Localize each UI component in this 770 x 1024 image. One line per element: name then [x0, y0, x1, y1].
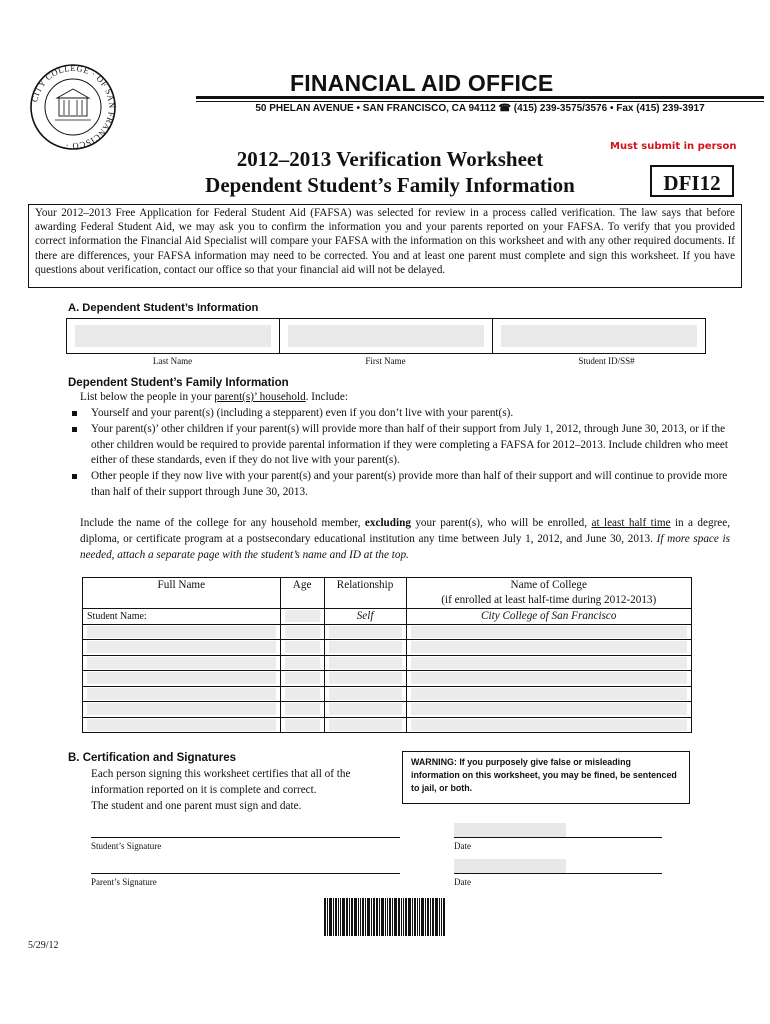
- name-field[interactable]: [87, 719, 276, 731]
- age-field[interactable]: [285, 703, 320, 715]
- name-cell[interactable]: [83, 655, 281, 671]
- relationship-cell[interactable]: [324, 702, 406, 718]
- college-mid: your parent(s), who will be enrolled,: [410, 517, 592, 529]
- revision-date: 5/29/12: [28, 940, 59, 951]
- college-cell[interactable]: [406, 655, 691, 671]
- certification-text: [91, 766, 401, 814]
- relationship-field[interactable]: [329, 672, 402, 684]
- name-cell[interactable]: [83, 702, 281, 718]
- age-cell[interactable]: [280, 671, 324, 687]
- name-cell[interactable]: [83, 717, 281, 733]
- student-date-field[interactable]: [454, 823, 566, 837]
- bullet-square-icon: [72, 427, 77, 432]
- cert-line: Each person signing this worksheet certifies that all of the: [91, 768, 351, 780]
- office-address: 50 PHELAN AVENUE • SAN FRANCISCO, CA 94112 ☎ (415) 239-3575/3576 • Fax (415) 239-3917: [255, 103, 705, 114]
- name-cell[interactable]: [83, 624, 281, 640]
- college-field[interactable]: [411, 657, 687, 669]
- household-table: [82, 577, 692, 733]
- name-field[interactable]: [87, 672, 276, 684]
- college-cell[interactable]: [406, 686, 691, 702]
- college-cell[interactable]: [406, 717, 691, 733]
- list-item: [66, 469, 730, 501]
- bullet-text: Other people if they now live with your parent(s) and your parent(s) provide more than half of their support and will continue to provide more than half of their support through June 30, 2013.: [91, 470, 728, 498]
- student-info-table: [66, 318, 706, 354]
- student-signature-label: Student’s Signature: [91, 841, 162, 851]
- relationship-field[interactable]: [329, 641, 402, 653]
- age-field[interactable]: [285, 688, 320, 700]
- student-id-cell[interactable]: [493, 319, 705, 353]
- college-italic: If more space is needed, attach a separate page with the student’s name and ID at the top.: [80, 533, 730, 561]
- last-name-label: Last Name: [152, 356, 193, 366]
- section-a-heading: A. Dependent Student’s Information: [68, 302, 259, 314]
- college-cell[interactable]: [406, 640, 691, 656]
- bullet-text: Your parent(s)’ other children if your parent(s) will provide more than half of their support from July 1, 2012, through June 30, 2013, or if the other children would be required to provide parental information if they were completing a FAFSA for 2012–2013. Include children who meet either of these standards, even if they do not live with your parent(s).: [91, 422, 728, 467]
- college-field[interactable]: [411, 626, 687, 638]
- table-row: [83, 609, 692, 625]
- name-field[interactable]: [87, 626, 276, 638]
- parent-date-label: Date: [454, 877, 471, 887]
- table-row: [83, 671, 692, 687]
- relationship-cell[interactable]: [324, 640, 406, 656]
- age-field[interactable]: [285, 719, 320, 731]
- parent-signature-line[interactable]: [91, 873, 400, 874]
- worksheet-title: [160, 146, 620, 198]
- office-title: FINANCIAL AID OFFICE: [290, 70, 554, 96]
- table-row: [83, 702, 692, 718]
- college-field[interactable]: [411, 719, 687, 731]
- last-name-cell[interactable]: [67, 319, 280, 353]
- age-cell[interactable]: [280, 702, 324, 718]
- table-row: [83, 624, 692, 640]
- relationship-cell[interactable]: [324, 655, 406, 671]
- list-item: [66, 406, 730, 422]
- college-bold: excluding: [364, 517, 411, 529]
- list-intro-post: . Include:: [305, 391, 348, 403]
- college-post: in a degree, diploma, or certificate program at a postsecondary educational institution any time between July 1, 2012, and June 30, 2013.: [80, 517, 731, 545]
- age-cell[interactable]: [280, 717, 324, 733]
- age-field[interactable]: [285, 672, 320, 684]
- first-name-field[interactable]: [288, 325, 483, 347]
- must-submit-notice: Must submit in person: [610, 141, 737, 152]
- college-instructions: [80, 515, 730, 563]
- college-pre: Include the name of the college for any household member,: [80, 517, 365, 529]
- first-name-label: First Name: [365, 356, 406, 366]
- warning-box: WARNING: If you purposely give false or misleading information on this worksheet, you may be fined, be sentenced to jail, or both.: [402, 751, 690, 804]
- student-id-field[interactable]: [501, 325, 696, 347]
- barcode-image: [324, 898, 464, 936]
- student-id-label: Student ID/SS#: [578, 356, 635, 366]
- relationship-cell[interactable]: [324, 717, 406, 733]
- list-intro-underlined: parent(s)’ household: [214, 391, 306, 403]
- form-code-box: DFI12: [650, 165, 734, 197]
- relationship-field[interactable]: [329, 703, 402, 715]
- bullet-square-icon: [72, 411, 77, 416]
- parent-date-field[interactable]: [454, 859, 566, 873]
- relationship-field[interactable]: [329, 688, 402, 700]
- full-name-header: Full Name: [83, 578, 281, 609]
- age-cell[interactable]: [280, 640, 324, 656]
- relationship-field[interactable]: [329, 626, 402, 638]
- age-cell[interactable]: [280, 655, 324, 671]
- student-name-label[interactable]: Student Name:: [83, 609, 281, 625]
- age-cell[interactable]: [280, 609, 324, 625]
- inclusion-bullets: [66, 406, 730, 501]
- bullet-text: Yourself and your parent(s) (including a stepparent) even if you don’t live with your parent(s).: [91, 407, 514, 419]
- household-list-intro: [80, 391, 348, 403]
- name-cell[interactable]: [83, 671, 281, 687]
- student-signature-line[interactable]: [91, 837, 400, 838]
- bullet-square-icon: [72, 474, 77, 479]
- age-field[interactable]: [285, 657, 320, 669]
- name-field[interactable]: [87, 703, 276, 715]
- age-header: Age: [280, 578, 324, 609]
- list-intro-pre: List below the people in your: [80, 391, 215, 403]
- relationship-cell[interactable]: [324, 686, 406, 702]
- title-line-2: Dependent Student’s Family Information: [205, 173, 575, 197]
- name-field[interactable]: [87, 641, 276, 653]
- college-header: [406, 578, 691, 609]
- table-row: [83, 640, 692, 656]
- college-header-line1: Name of College: [510, 579, 587, 591]
- name-field[interactable]: [87, 657, 276, 669]
- first-name-cell[interactable]: [280, 319, 493, 353]
- parent-date-line: [454, 873, 662, 874]
- college-field[interactable]: [411, 641, 687, 653]
- section-b-heading: B. Certification and Signatures: [68, 752, 237, 764]
- name-field[interactable]: [87, 688, 276, 700]
- parent-signature-label: Parent’s Signature: [91, 877, 157, 887]
- relationship-header: Relationship: [324, 578, 406, 609]
- intro-paragraph: Your 2012–2013 Free Application for Federal Student Aid (FAFSA) was selected for review in a process called verification. The law says that before awarding Federal Student Aid, we may ask you to confirm the information you and your parents reported on your FAFSA. To verify that you provided correct information the Financial Aid Specialist will compare your FAFSA with the information on this worksheet and with any other required documents. If there are differences, your FAFSA information may need to be corrected. You and at least one parent must complete and sign this worksheet. If you have questions about verification, contact our office so that your financial aid will not be delayed.: [28, 204, 742, 288]
- student-date-line: [454, 837, 662, 838]
- family-info-heading: Dependent Student’s Family Information: [68, 377, 289, 389]
- relationship-cell[interactable]: [324, 624, 406, 640]
- student-date-label: Date: [454, 841, 471, 851]
- name-cell[interactable]: [83, 640, 281, 656]
- college-field[interactable]: [411, 688, 687, 700]
- age-cell[interactable]: [280, 624, 324, 640]
- college-cell[interactable]: [406, 702, 691, 718]
- college-seal-logo: [28, 62, 118, 152]
- last-name-field[interactable]: [75, 325, 270, 347]
- relationship-cell[interactable]: [324, 671, 406, 687]
- college-cell[interactable]: [406, 624, 691, 640]
- relationship-field[interactable]: [329, 719, 402, 731]
- table-row: [83, 655, 692, 671]
- cert-line: The student and one parent must sign and date.: [91, 800, 302, 812]
- age-cell[interactable]: [280, 686, 324, 702]
- age-field[interactable]: [285, 641, 320, 653]
- table-row: [83, 686, 692, 702]
- header-rule: [196, 96, 764, 99]
- college-underlined: at least half time: [591, 517, 671, 529]
- relationship-field[interactable]: [329, 657, 402, 669]
- age-field[interactable]: [285, 626, 320, 638]
- header-rule-thin: [196, 101, 764, 102]
- cert-line: information reported on it is complete and correct.: [91, 784, 317, 796]
- college-field[interactable]: [411, 672, 687, 684]
- relationship-self: Self: [324, 609, 406, 625]
- table-row: [83, 717, 692, 733]
- name-cell[interactable]: [83, 686, 281, 702]
- college-field[interactable]: [411, 703, 687, 715]
- title-line-1: 2012–2013 Verification Worksheet: [236, 147, 544, 171]
- age-field[interactable]: [285, 610, 320, 622]
- list-item: [66, 422, 730, 469]
- college-cell[interactable]: [406, 671, 691, 687]
- svg-text:CITY COLLEGE · OF SAN FRANCISC: CITY COLLEGE · OF SAN FRANCISCO ·: [29, 62, 118, 152]
- college-header-line2: (if enrolled at least half-time during 2012-2013): [441, 594, 657, 606]
- college-name-cell: City College of San Francisco: [406, 609, 691, 625]
